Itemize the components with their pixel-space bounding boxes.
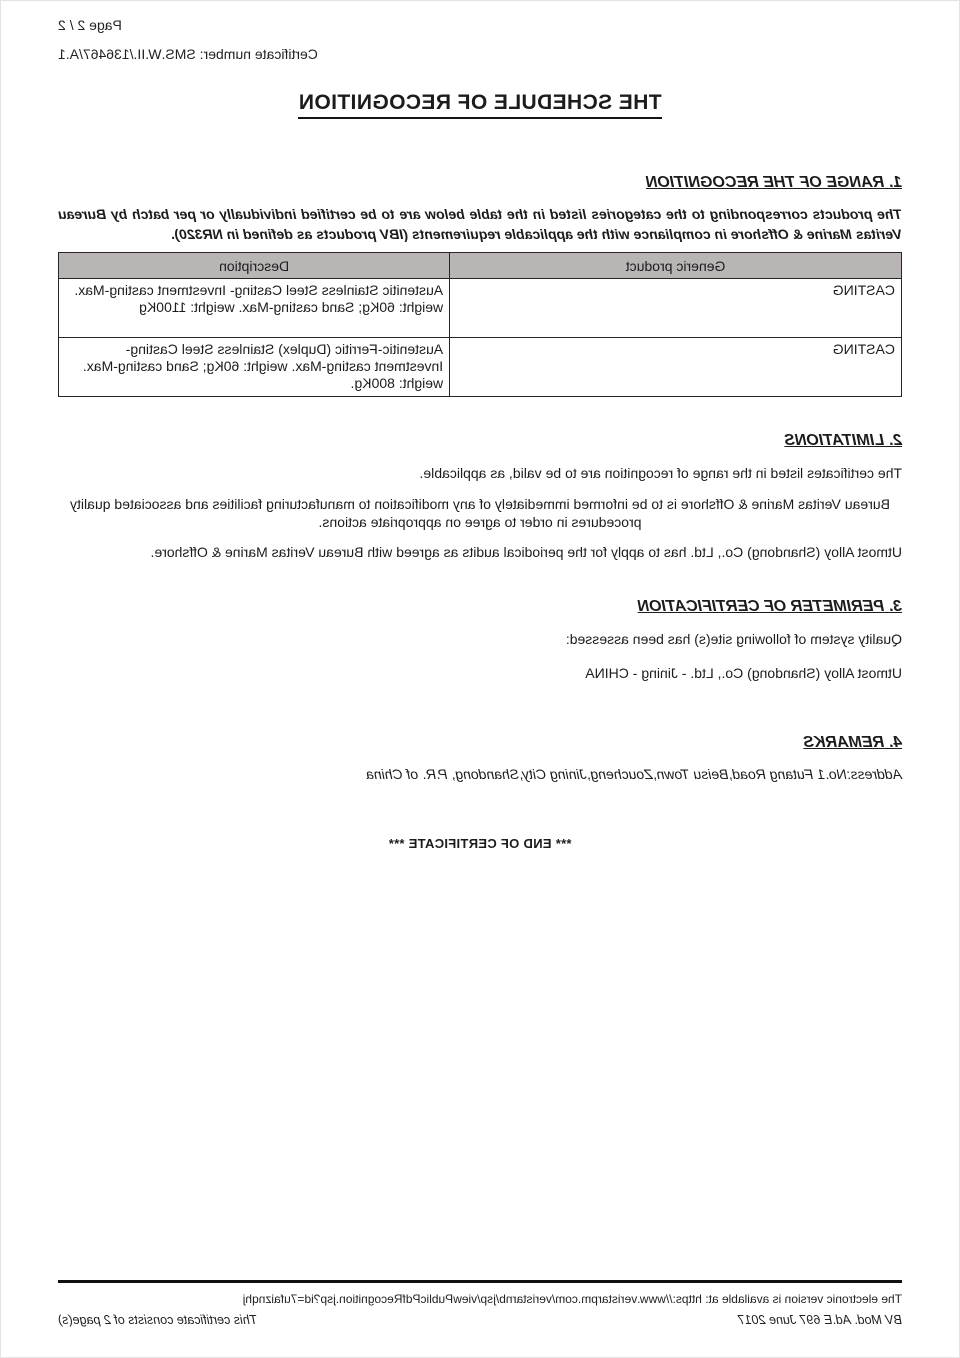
section-range-body: The products corresponding to the categories listed in the table below are to be certified individually or per batch by Bureau Veritas Marine & Offshore in compliance with the applicable requirements (IBV products as defined in NR320). bbox=[58, 206, 902, 242]
table-row bbox=[59, 338, 902, 397]
footer-bottom-row bbox=[58, 1313, 902, 1327]
limitations-paragraph-3: Utmost Alloy (Shandong) Co., Ltd. has to apply for the periodical audits as agreed with Bureau Veritas Marine & Offshore. bbox=[150, 544, 902, 560]
footer-page-count: This certificate consists of 2 page(s) bbox=[58, 1313, 258, 1327]
section-perimeter-heading: 3. PERIMETER OF CERTIFICATION bbox=[637, 598, 902, 615]
page-title: THE SCHEDULE OF RECOGNITION bbox=[298, 91, 661, 119]
end-of-certificate-label: *** END OF CERTIFICATE *** bbox=[388, 836, 572, 851]
section-limitations-heading: 2. LIMITATIONS bbox=[784, 432, 902, 449]
section-remarks-heading: 4. REMARKS bbox=[803, 734, 902, 751]
limitations-paragraph-2: Bureau Veritas Marine & Offshore is to be informed immediately of any modification to manufacturing facilities and associated quality procedures in order to agree on appropriate actions. bbox=[70, 496, 890, 530]
perimeter-intro: Quality system of following site(s) has been assessed: bbox=[565, 631, 902, 647]
table-header-generic-product: Generic product bbox=[450, 253, 902, 279]
generic-product-cell: CASTING bbox=[450, 279, 902, 338]
document-header bbox=[58, 0, 902, 69]
generic-product-cell: CASTING bbox=[450, 338, 902, 397]
footer-url-line: The electronic version is available at: https://www.veristarpm.com/veristarnb/jsp/viewPublicPdfRecognition.jsp?id=7ufaiznqhj bbox=[242, 1292, 902, 1306]
title-row bbox=[58, 91, 902, 119]
page-number: Page 2 / 2 bbox=[58, 17, 122, 33]
table-header-description: Description bbox=[59, 253, 450, 279]
description-cell: Austenitic-Ferritic (Duplex) Stainless Steel Casting- Investment casting-Max. weight: 60Kg; Sand casting-Max. weight: 800Kg. bbox=[59, 338, 450, 397]
remarks-address: Address:No.1 Futang Road,Beisu Town,Zoucheng,Jining City,Shandong, P.R. of China bbox=[366, 766, 902, 782]
certificate-number: Certificate number: SMS.W.II./136467/A.1 bbox=[58, 46, 318, 62]
page-footer bbox=[58, 1280, 902, 1327]
limitations-paragraph-1: The certificates listed in the range of recognition are to be valid, as applicable. bbox=[419, 465, 902, 481]
table-row bbox=[59, 279, 902, 338]
table-header-row bbox=[59, 253, 902, 279]
recognition-table bbox=[58, 252, 902, 397]
perimeter-site: Utmost Alloy (Shandong) Co., Ltd. - Jining - CHINA bbox=[585, 665, 902, 681]
section-range-heading: 1. RANGE OF THE RECOGNITION bbox=[645, 174, 902, 191]
footer-divider bbox=[58, 1280, 902, 1283]
footer-form-code: BV Mod. Ad.E 697 June 2017 bbox=[737, 1313, 902, 1327]
page-content bbox=[58, 0, 902, 853]
description-cell: Austenitic Stainless Steel Casting- Investment casting-Max. weight: 60Kg; Sand casting-Max. weight: 1100Kg bbox=[59, 279, 450, 338]
